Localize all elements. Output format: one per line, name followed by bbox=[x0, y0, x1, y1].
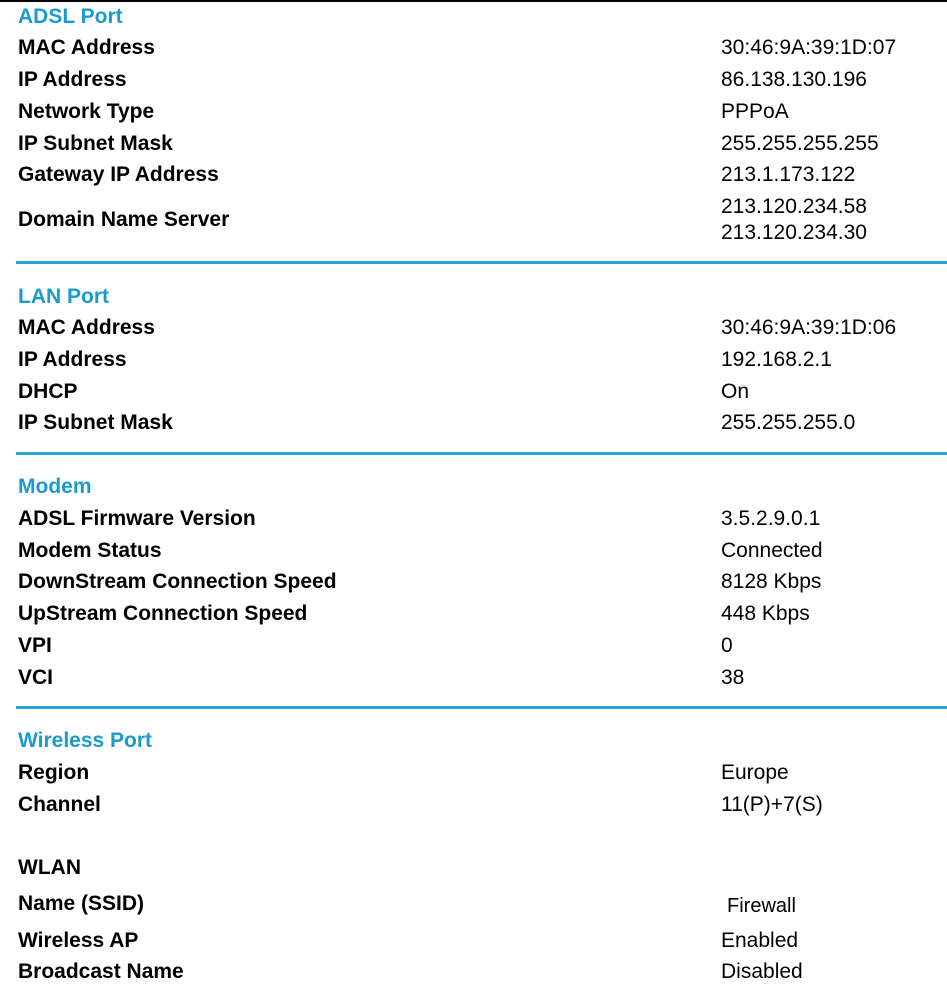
modem-firmware-value: 3.5.2.9.0.1 bbox=[721, 507, 821, 530]
wlan-heading: WLAN bbox=[18, 856, 81, 879]
wlan-ssid-label: Name (SSID) bbox=[18, 892, 145, 915]
modem-vci-value: 38 bbox=[721, 666, 745, 689]
modem-firmware-label: ADSL Firmware Version bbox=[18, 507, 256, 530]
modem-downstream-label: DownStream Connection Speed bbox=[18, 570, 337, 593]
lan-subnet-label: IP Subnet Mask bbox=[18, 411, 173, 434]
adsl-network-type-value: PPPoA bbox=[721, 100, 789, 123]
modem-vci-label: VCI bbox=[18, 666, 54, 689]
adsl-dns-value-2: 213.120.234.30 bbox=[721, 221, 867, 244]
adsl-port-title: ADSL Port bbox=[18, 5, 123, 28]
modem-status-value: Connected bbox=[721, 539, 823, 562]
modem-downstream-value: 8128 Kbps bbox=[721, 570, 822, 593]
section-divider bbox=[16, 706, 947, 709]
modem-vpi-value: 0 bbox=[721, 634, 733, 657]
top-border bbox=[0, 0, 947, 2]
wlan-broadcast-value: Disabled bbox=[721, 960, 803, 983]
adsl-ip-value: 86.138.130.196 bbox=[721, 68, 867, 91]
wlan-ssid-value: Firewall bbox=[727, 895, 796, 917]
modem-status-label: Modem Status bbox=[18, 539, 162, 562]
wlan-ap-label: Wireless AP bbox=[18, 929, 139, 952]
adsl-network-type-label: Network Type bbox=[18, 100, 155, 123]
wireless-channel-label: Channel bbox=[18, 793, 101, 816]
adsl-mac-label: MAC Address bbox=[18, 36, 155, 59]
adsl-dns-value-1: 213.120.234.58 bbox=[721, 195, 867, 218]
adsl-ip-label: IP Address bbox=[18, 68, 127, 91]
modem-vpi-label: VPI bbox=[18, 634, 52, 657]
lan-port-title: LAN Port bbox=[18, 285, 109, 308]
wireless-region-label: Region bbox=[18, 761, 90, 784]
wireless-port-title: Wireless Port bbox=[18, 729, 153, 752]
modem-upstream-value: 448 Kbps bbox=[721, 602, 810, 625]
lan-dhcp-label: DHCP bbox=[18, 380, 78, 403]
lan-ip-value: 192.168.2.1 bbox=[721, 348, 832, 371]
section-divider bbox=[16, 261, 947, 264]
lan-subnet-value: 255.255.255.0 bbox=[721, 411, 856, 434]
wlan-ap-value: Enabled bbox=[721, 929, 799, 952]
lan-mac-value: 30:46:9A:39:1D:06 bbox=[721, 316, 897, 339]
lan-mac-label: MAC Address bbox=[18, 316, 155, 339]
modem-title: Modem bbox=[18, 475, 92, 498]
wireless-channel-value: 11(P)+7(S) bbox=[721, 793, 823, 816]
adsl-mac-value: 30:46:9A:39:1D:07 bbox=[721, 36, 897, 59]
section-divider bbox=[16, 452, 947, 455]
lan-dhcp-value: On bbox=[721, 380, 750, 403]
adsl-gateway-value: 213.1.173.122 bbox=[721, 163, 856, 186]
adsl-subnet-label: IP Subnet Mask bbox=[18, 132, 173, 155]
adsl-subnet-value: 255.255.255.255 bbox=[721, 132, 879, 155]
lan-ip-label: IP Address bbox=[18, 348, 127, 371]
adsl-gateway-label: Gateway IP Address bbox=[18, 163, 219, 186]
wlan-broadcast-label: Broadcast Name bbox=[18, 960, 184, 983]
adsl-dns-label: Domain Name Server bbox=[18, 208, 230, 231]
modem-upstream-label: UpStream Connection Speed bbox=[18, 602, 308, 625]
wireless-region-value: Europe bbox=[721, 761, 789, 784]
